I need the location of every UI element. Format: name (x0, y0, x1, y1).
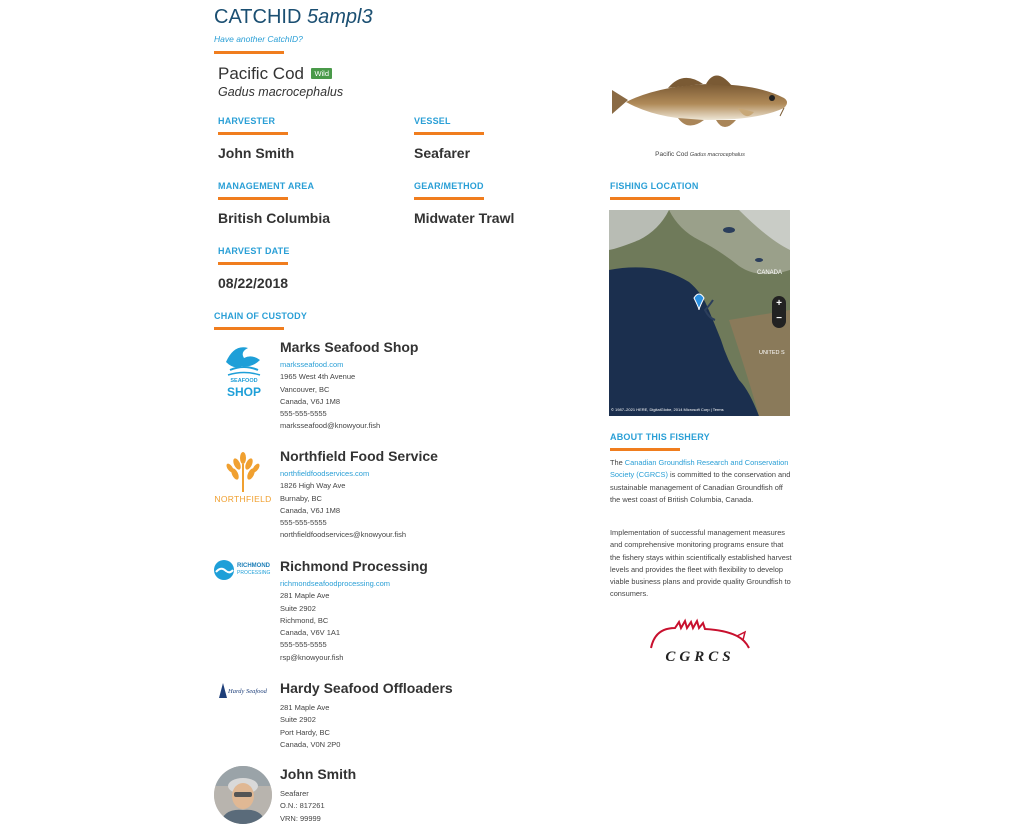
custody-rule (214, 327, 284, 330)
business-url[interactable]: northfieldfoodservices.com (280, 469, 370, 478)
fishery-paragraph-2: Implementation of successful management measures and comprehensive monitoring programs ensure that the fishery stays within scientifically established harvest levels and provides the fleet with flexibility to develop viable business plans and provide quality Groundfish to consumers. (610, 528, 792, 599)
hardy-logo-text: Hardy Seafood (228, 688, 267, 695)
phone-line: 555-555-5555 (280, 409, 327, 419)
business-name: John Smith (280, 766, 357, 782)
species-latin-name: Gadus macrocephalus (218, 85, 344, 99)
another-catchid-link[interactable]: Have another CatchID? (214, 34, 303, 44)
business-url[interactable]: richmondseafoodprocessing.com (280, 579, 391, 588)
business-name: Northfield Food Service (280, 448, 438, 464)
custody-logo-northfield (212, 450, 274, 506)
vessel-line: Seafarer (280, 789, 309, 798)
email-line: northfieldfoodservices@knowyour.fish (280, 530, 407, 540)
cgrcs-fish-outline-icon (645, 618, 755, 652)
wild-badge: Wild (311, 68, 332, 79)
address-line: Richmond, BC (280, 615, 329, 625)
wheat-logo-icon (212, 450, 274, 494)
address-line: 1826 High Way Ave (280, 481, 346, 491)
date-value: 08/22/2018 (218, 275, 289, 291)
hardy-sail-logo-icon (218, 682, 228, 700)
email-line: marksseafood@knowyour.fish (280, 421, 381, 431)
pacific-cod-icon (608, 62, 792, 146)
avatar (214, 766, 272, 824)
address-line: Burnaby, BC (280, 493, 322, 503)
fishery-p1-prefix: The (610, 458, 625, 467)
gear-rule (414, 197, 484, 200)
custody-label: CHAIN OF CUSTODY (214, 311, 308, 321)
gear-label: GEAR/METHOD (414, 181, 484, 191)
address-line: Canada, V6V 1A1 (280, 628, 341, 638)
fishery-paragraph-1 (610, 457, 792, 506)
custody-entry-harvester (280, 766, 580, 825)
custody-logo-richmond (213, 559, 275, 583)
address-line: Suite 2902 (280, 715, 316, 725)
fish-caption-common: Pacific Cod (655, 151, 689, 158)
satellite-map-icon (609, 210, 790, 416)
fishing-location-map[interactable] (609, 210, 790, 416)
catchid-value: 5ampl3 (306, 6, 373, 28)
richmond-logo-text-2: PROCESSING (237, 570, 271, 576)
harvester-rule (218, 132, 288, 135)
business-name: Richmond Processing (280, 558, 428, 574)
address-line: Canada, V6J 1M8 (280, 396, 341, 406)
phone-line: 555-555-5555 (280, 518, 327, 528)
area-rule (218, 197, 288, 200)
header-rule (214, 51, 284, 54)
address-line: Canada, V6J 1M8 (280, 505, 341, 515)
catchid-label: CATCHID (214, 6, 302, 28)
harvester-label: HARVESTER (218, 116, 276, 126)
address-line: Vancouver, BC (280, 384, 330, 394)
fish-image (608, 62, 792, 146)
cgrcs-link[interactable]: Canadian Groundfish Research and Conservation Society (CGRCS) (610, 458, 789, 480)
date-label: HARVEST DATE (218, 246, 290, 256)
custody-entry-marks (280, 339, 580, 433)
phone-line: 555-555-5555 (280, 640, 327, 650)
custody-entry-richmond (280, 558, 580, 664)
richmond-wave-logo-icon (213, 559, 235, 581)
map-us-label: UNITED S (759, 350, 785, 356)
fishery-label: ABOUT THIS FISHERY (610, 432, 710, 442)
business-url[interactable]: marksseafood.com (280, 360, 344, 369)
marks-logo-text-2: SHOP (226, 385, 261, 399)
date-rule (218, 262, 288, 265)
area-value: British Columbia (218, 210, 331, 226)
fishery-rule (610, 448, 680, 451)
official-number-line: O.N.: 817261 (280, 801, 325, 811)
vessel-rule (414, 132, 484, 135)
cgrcs-logo (645, 618, 755, 670)
custody-entry-northfield (280, 448, 580, 542)
fish-caption (608, 151, 792, 158)
vessel-value: Seafarer (414, 145, 471, 161)
custody-entry-hardy (280, 680, 580, 751)
species-common-name: Pacific Cod (218, 64, 304, 83)
address-line: Canada, V0N 2P0 (280, 739, 341, 749)
address-line: 281 Maple Ave (280, 703, 330, 712)
cgrcs-logo-text: CGRCS (665, 649, 735, 665)
marks-logo-text-1: SEAFOOD (230, 378, 258, 384)
address-line: 1965 West 4th Avenue (280, 372, 356, 382)
species-title (218, 64, 332, 84)
gear-value: Midwater Trawl (414, 210, 515, 226)
custody-logo-marks (216, 340, 272, 400)
fish-caption-latin: Gadus macrocephalus (689, 152, 745, 158)
richmond-logo-text-1: RICHMOND (237, 563, 270, 569)
map-rule (610, 197, 680, 200)
harvester-photo-icon (214, 766, 272, 824)
vrn-line: VRN: 99999 (280, 813, 321, 823)
map-label: FISHING LOCATION (610, 181, 699, 191)
fishery-p1-suffix: is committed to the conservation and sustainable management of Canadian Groundfish off the west coast of British Columbia, Canada. (610, 470, 791, 504)
map-canada-label: CANADA (757, 270, 783, 276)
catchid-title (214, 6, 373, 29)
address-line: Suite 2902 (280, 603, 316, 613)
email-line: rsp@knowyour.fish (280, 652, 344, 662)
northfield-logo-text: NORTHFIELD (214, 494, 272, 504)
vessel-label: VESSEL (414, 116, 451, 126)
custody-logo-hardy (218, 682, 276, 702)
map-zoom-control (772, 296, 786, 328)
area-label: MANAGEMENT AREA (218, 181, 315, 191)
business-name: Marks Seafood Shop (280, 339, 419, 355)
map-zoom-out-button[interactable]: − (776, 313, 782, 324)
map-zoom-in-button[interactable]: + (776, 298, 782, 309)
address-line: 281 Maple Ave (280, 591, 330, 601)
harvester-value: John Smith (218, 145, 295, 161)
address-line: Port Hardy, BC (280, 727, 330, 737)
map-attribution: © 1987–2021 HERE, DigitalGlobe, 2014 Microsoft Corp | Terms (611, 407, 724, 412)
business-name: Hardy Seafood Offloaders (280, 680, 453, 696)
